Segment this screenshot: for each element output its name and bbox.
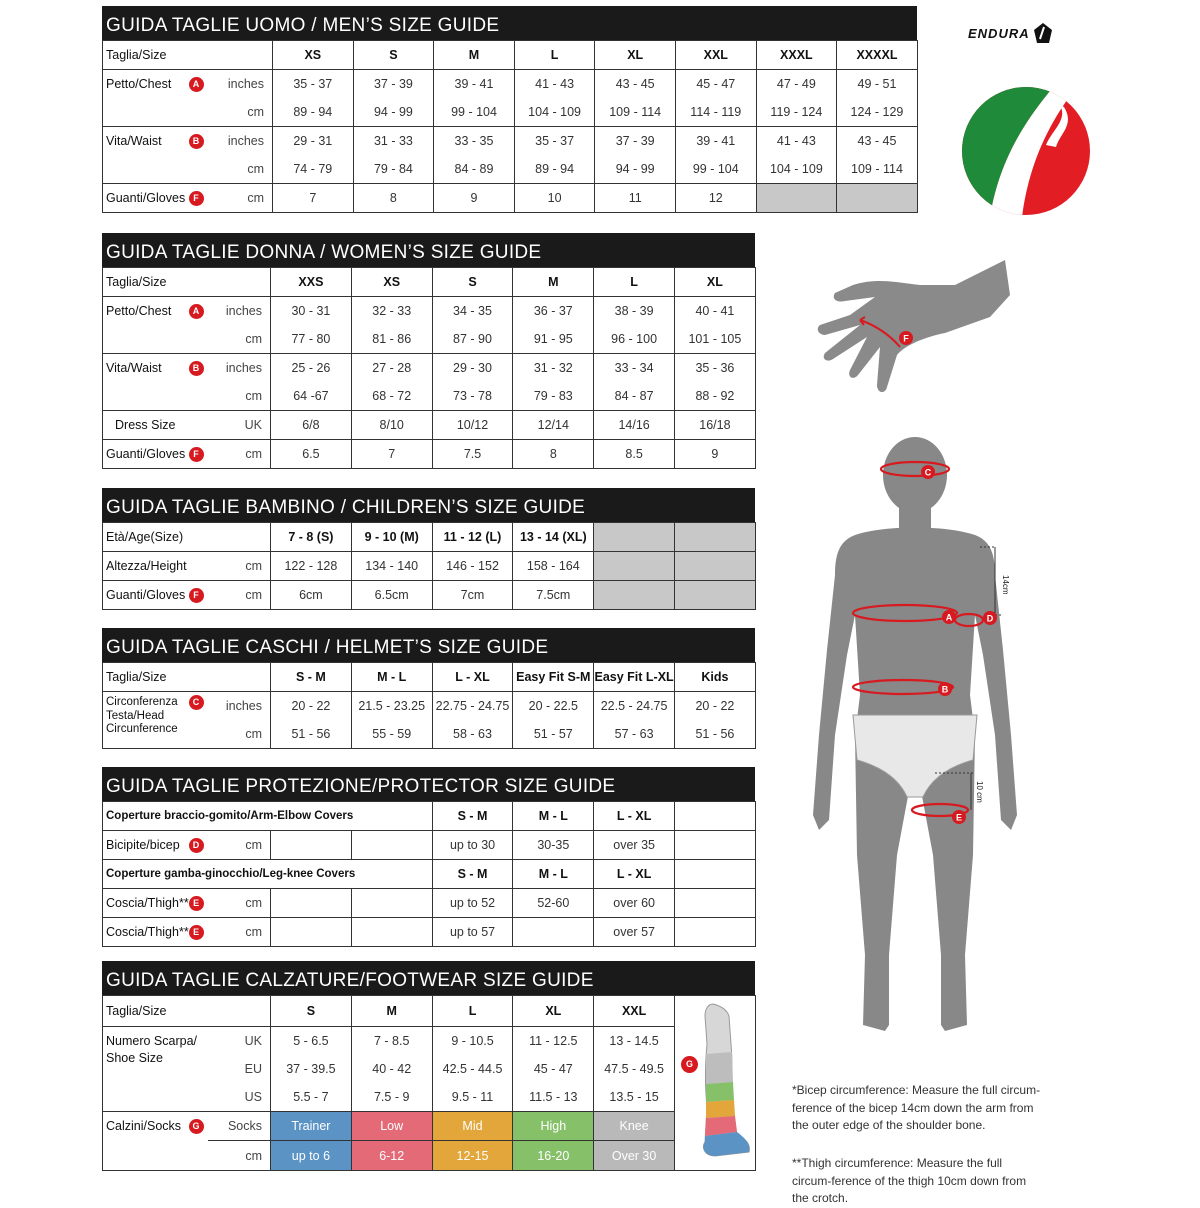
children-size-header: 7 - 8 (S)	[271, 523, 352, 552]
table-cell: 6/8	[271, 411, 352, 440]
unit-label: cm	[208, 831, 271, 860]
table-cell: 36 - 37	[513, 297, 594, 326]
women-chest-label: Petto/Chest A	[103, 297, 208, 326]
bicep-measure-label: 14cm	[1001, 575, 1010, 595]
men-size-label: Taglia/Size	[103, 41, 273, 70]
italy-flag-icon	[960, 85, 1092, 217]
footwear-size-guide	[102, 961, 756, 1171]
empty-cell	[675, 889, 756, 918]
table-cell: up to 52	[432, 889, 513, 918]
badge-a-icon: A	[189, 77, 204, 92]
table-cell: 7	[273, 184, 354, 213]
table-cell: 12	[675, 184, 756, 213]
empty-cell	[351, 831, 432, 860]
unit-label: cm	[208, 440, 271, 469]
unit-label: inches	[208, 70, 273, 99]
footwear-size-header: XXL	[594, 996, 675, 1027]
table-cell: 84 - 87	[594, 382, 675, 411]
table-cell: over 60	[594, 889, 675, 918]
table-cell: 7.5 - 9	[351, 1083, 432, 1112]
table-cell: 42.5 - 44.5	[432, 1055, 513, 1083]
unit-label: cm	[208, 581, 271, 610]
table-cell: 146 - 152	[432, 552, 513, 581]
table-cell: 101 - 105	[675, 325, 756, 354]
children-size-header: 11 - 12 (L)	[432, 523, 513, 552]
women-waist-label: Vita/Waist B	[103, 354, 208, 383]
table-cell: up to 30	[432, 831, 513, 860]
children-age-label: Età/Age(Size)	[103, 523, 271, 552]
protector-size-header: L - XL	[594, 802, 675, 831]
footwear-table	[102, 995, 756, 1171]
men-size-l: L	[514, 41, 595, 70]
empty-cell	[674, 552, 755, 581]
table-cell: 9	[434, 184, 515, 213]
footwear-title: GUIDA TAGLIE CALZATURE/FOOTWEAR SIZE GUIDE	[102, 961, 755, 995]
empty-cell	[756, 184, 837, 213]
table-cell: 20 - 22	[675, 692, 756, 721]
table-cell: 12/14	[513, 411, 594, 440]
badge-f-icon: F	[189, 588, 204, 603]
table-cell: 124 - 129	[837, 98, 918, 127]
empty-cell	[837, 184, 918, 213]
table-cell: 39 - 41	[434, 70, 515, 99]
table-cell: 7.5	[432, 440, 513, 469]
women-table	[102, 267, 756, 469]
table-cell: 13.5 - 15	[594, 1083, 675, 1112]
badge-d-label: D	[986, 613, 994, 624]
table-cell: 47.5 - 49.5	[594, 1055, 675, 1083]
unit-label: cm	[208, 889, 271, 918]
table-cell	[513, 918, 594, 947]
sock-height-cell: Over 30	[594, 1141, 675, 1171]
protector-size-header: M - L	[513, 860, 594, 889]
sock-type-cell: High	[513, 1112, 594, 1141]
table-cell: 37 - 39	[353, 70, 434, 99]
table-cell: 7	[351, 440, 432, 469]
table-cell: 7cm	[432, 581, 513, 610]
table-cell: 29 - 31	[273, 127, 354, 156]
table-cell: 37 - 39	[595, 127, 676, 156]
table-cell: 77 - 80	[271, 325, 352, 354]
helmet-size-guide	[102, 628, 756, 749]
protector-size-header: S - M	[432, 802, 513, 831]
footwear-size-header: XL	[513, 996, 594, 1027]
brand-mark-icon	[1033, 22, 1053, 44]
sock-height-cell: 12-15	[432, 1141, 513, 1171]
table-cell: 96 - 100	[594, 325, 675, 354]
table-cell: 7.5cm	[513, 581, 594, 610]
table-cell: 88 - 92	[675, 382, 756, 411]
table-cell: 22.75 - 24.75	[432, 692, 513, 721]
table-cell: 74 - 79	[273, 155, 354, 184]
badge-e-label: E	[955, 812, 963, 823]
table-cell: 9.5 - 11	[432, 1083, 513, 1112]
sock-height-cell: 16-20	[513, 1141, 594, 1171]
protector-size-header: L - XL	[594, 860, 675, 889]
children-size-header: 9 - 10 (M)	[351, 523, 432, 552]
table-cell: 6cm	[271, 581, 352, 610]
footwear-size-header: L	[432, 996, 513, 1027]
table-cell: 104 - 109	[514, 98, 595, 127]
table-cell: 109 - 114	[595, 98, 676, 127]
protector-title: GUIDA TAGLIE PROTEZIONE/PROTECTOR SIZE GUIDE	[102, 767, 755, 801]
table-cell: 30-35	[513, 831, 594, 860]
table-cell: 34 - 35	[432, 297, 513, 326]
table-cell: 13 - 14.5	[594, 1027, 675, 1056]
women-size-header: L	[594, 268, 675, 297]
protector-table	[102, 801, 756, 947]
children-table	[102, 522, 756, 610]
table-cell: 84 - 89	[434, 155, 515, 184]
women-size-label: Taglia/Size	[103, 268, 271, 297]
sock-illustration	[675, 996, 756, 1171]
table-cell: 32 - 33	[351, 297, 432, 326]
table-cell: 81 - 86	[351, 325, 432, 354]
men-size-guide	[102, 6, 918, 213]
men-chest-label: Petto/Chest A	[103, 70, 208, 99]
footwear-size-label: Taglia/Size	[103, 996, 271, 1027]
table-cell: 21.5 - 23.25	[351, 692, 432, 721]
table-cell: 158 - 164	[513, 552, 594, 581]
unit-label: UK	[208, 1027, 271, 1056]
unit-label: inches	[208, 127, 273, 156]
empty-cell	[351, 918, 432, 947]
sock-type-cell: Knee	[594, 1112, 675, 1141]
unit-label: cm	[208, 382, 271, 411]
men-title: GUIDA TAGLIE UOMO / MEN’S SIZE GUIDE	[102, 6, 917, 40]
table-cell: 35 - 37	[273, 70, 354, 99]
helmet-size-header: Easy Fit L-XL	[594, 663, 675, 692]
table-cell: 99 - 104	[434, 98, 515, 127]
table-cell: 30 - 31	[271, 297, 352, 326]
sock-height-cell: up to 6	[271, 1141, 352, 1171]
empty-cell	[594, 552, 675, 581]
unit-label: cm	[208, 918, 271, 947]
table-cell: 35 - 36	[675, 354, 756, 383]
men-size-s: S	[353, 41, 434, 70]
empty-cell	[594, 523, 675, 552]
table-cell: 45 - 47	[513, 1055, 594, 1083]
badge-f-label: F	[903, 333, 909, 344]
empty-cell	[351, 889, 432, 918]
table-cell: 73 - 78	[432, 382, 513, 411]
brand-name: ENDURA	[968, 25, 1030, 41]
empty-cell	[271, 889, 352, 918]
table-cell: 25 - 26	[271, 354, 352, 383]
helmet-title: GUIDA TAGLIE CASCHI / HELMET’S SIZE GUIDE	[102, 628, 755, 662]
thigh-label: Coscia/Thigh** E	[103, 918, 208, 947]
sock-type-cell: Low	[351, 1112, 432, 1141]
footwear-size-header: M	[351, 996, 432, 1027]
unit-label: cm	[208, 720, 271, 749]
children-gloves-label: Guanti/Gloves F	[103, 581, 208, 610]
table-cell: 39 - 41	[675, 127, 756, 156]
table-cell: 119 - 124	[756, 98, 837, 127]
badge-c-label: C	[924, 467, 932, 478]
helmet-size-label: Taglia/Size	[103, 663, 271, 692]
unit-label: US	[208, 1083, 271, 1112]
table-cell: 104 - 109	[756, 155, 837, 184]
men-size-m: M	[434, 41, 515, 70]
badge-b-label: B	[941, 684, 949, 695]
unit-label: cm	[208, 98, 273, 127]
children-size-header: 13 - 14 (XL)	[513, 523, 594, 552]
empty-cell	[675, 802, 756, 831]
table-cell: 79 - 83	[513, 382, 594, 411]
table-cell: 114 - 119	[675, 98, 756, 127]
unit-label: cm	[208, 184, 273, 213]
table-cell: 57 - 63	[594, 720, 675, 749]
brand-logo	[968, 22, 1053, 44]
table-cell: 40 - 42	[351, 1055, 432, 1083]
table-cell: 55 - 59	[351, 720, 432, 749]
table-cell: 20 - 22.5	[513, 692, 594, 721]
table-cell: 31 - 33	[353, 127, 434, 156]
table-cell: 8/10	[351, 411, 432, 440]
table-cell: 51 - 56	[271, 720, 352, 749]
bicep-note: *Bicep circumference: Measure the full circum-ference of the bicep 14cm down the arm from the outer edge of the shoulder bone.	[792, 1083, 1041, 1132]
table-cell: 134 - 140	[351, 552, 432, 581]
women-size-header: M	[513, 268, 594, 297]
helmet-size-header: Kids	[675, 663, 756, 692]
protector-size-guide	[102, 767, 756, 947]
shoe-size-label: Numero Scarpa/ Shoe Size	[103, 1027, 208, 1112]
footwear-size-header: S	[271, 996, 352, 1027]
table-cell: 22.5 - 24.75	[594, 692, 675, 721]
sock-height-cell: 6-12	[351, 1141, 432, 1171]
table-cell: 8.5	[594, 440, 675, 469]
table-cell: 11	[595, 184, 676, 213]
unit-label: cm	[208, 552, 271, 581]
table-cell: up to 57	[432, 918, 513, 947]
table-cell: 122 - 128	[271, 552, 352, 581]
table-cell: 20 - 22	[271, 692, 352, 721]
table-cell: 37 - 39.5	[271, 1055, 352, 1083]
badge-g-icon: G	[189, 1119, 204, 1134]
table-cell: 40 - 41	[675, 297, 756, 326]
table-cell: 43 - 45	[837, 127, 918, 156]
badge-a-icon: A	[189, 304, 204, 319]
table-cell: 41 - 43	[514, 70, 595, 99]
badge-c-icon: C	[189, 695, 204, 710]
table-cell: 58 - 63	[432, 720, 513, 749]
leg-covers-label: Coperture gamba-ginocchio/Leg-knee Covers	[103, 860, 433, 889]
spacer-cell	[103, 382, 208, 411]
sock-type-cell: Trainer	[271, 1112, 352, 1141]
men-table	[102, 40, 918, 213]
table-cell: 51 - 56	[675, 720, 756, 749]
helmet-circ-label: Circonferenza C Testa/Head Circunference	[103, 692, 208, 749]
helmet-size-header: L - XL	[432, 663, 513, 692]
women-size-header: XL	[675, 268, 756, 297]
table-cell: 87 - 90	[432, 325, 513, 354]
table-cell: 52-60	[513, 889, 594, 918]
helmet-size-header: Easy Fit S-M	[513, 663, 594, 692]
empty-cell	[675, 831, 756, 860]
table-cell: 7 - 8.5	[351, 1027, 432, 1056]
women-title: GUIDA TAGLIE DONNA / WOMEN’S SIZE GUIDE	[102, 233, 755, 267]
table-cell: 45 - 47	[675, 70, 756, 99]
table-cell: 27 - 28	[351, 354, 432, 383]
men-size-xs: XS	[273, 41, 354, 70]
thigh-label: Coscia/Thigh** E	[103, 889, 208, 918]
table-cell: 29 - 30	[432, 354, 513, 383]
empty-cell	[271, 831, 352, 860]
table-cell: 89 - 94	[514, 155, 595, 184]
thigh-measure-label: 10 cm	[975, 781, 984, 803]
hand-illustration	[805, 255, 1015, 405]
badge-b-icon: B	[189, 361, 204, 376]
table-cell: 6.5cm	[351, 581, 432, 610]
sock-leg-icon	[675, 996, 755, 1166]
table-cell: 89 - 94	[273, 98, 354, 127]
table-cell: 94 - 99	[353, 98, 434, 127]
table-cell: 33 - 35	[434, 127, 515, 156]
thigh-note: **Thigh circumference: Measure the full circum-ference of the thigh 10cm down from the crotch.	[792, 1156, 1027, 1205]
men-size-xxl: XXL	[675, 41, 756, 70]
women-dress-label: Dress Size	[103, 411, 208, 440]
unit-label: inches	[208, 297, 271, 326]
table-cell: 8	[353, 184, 434, 213]
table-cell: 5.5 - 7	[271, 1083, 352, 1112]
spacer-cell	[103, 155, 208, 184]
women-size-header: XXS	[271, 268, 352, 297]
sock-type-cell: Mid	[432, 1112, 513, 1141]
badge-e-icon: E	[189, 925, 204, 940]
badge-d-icon: D	[189, 838, 204, 853]
table-cell: 47 - 49	[756, 70, 837, 99]
table-cell: 14/16	[594, 411, 675, 440]
table-cell: 6.5	[271, 440, 352, 469]
table-cell: 8	[513, 440, 594, 469]
men-size-xxxl: XXXL	[756, 41, 837, 70]
children-height-label: Altezza/Height	[103, 552, 208, 581]
socks-label: Calzini/Socks G	[103, 1112, 208, 1141]
empty-cell	[674, 581, 755, 610]
table-cell: 41 - 43	[756, 127, 837, 156]
table-cell: 49 - 51	[837, 70, 918, 99]
table-cell: 33 - 34	[594, 354, 675, 383]
bicep-label: Bicipite/bicep D	[103, 831, 208, 860]
badge-b-icon: B	[189, 134, 204, 149]
empty-cell	[271, 918, 352, 947]
table-cell: 9 - 10.5	[432, 1027, 513, 1056]
table-cell: 16/18	[675, 411, 756, 440]
table-cell: 10/12	[432, 411, 513, 440]
empty-cell	[675, 918, 756, 947]
table-cell: 38 - 39	[594, 297, 675, 326]
spacer-cell	[103, 98, 208, 127]
protector-size-header: M - L	[513, 802, 594, 831]
men-waist-label: Vita/Waist B	[103, 127, 208, 156]
unit-label: EU	[208, 1055, 271, 1083]
table-cell: over 35	[594, 831, 675, 860]
women-size-header: S	[432, 268, 513, 297]
badge-f-icon: F	[189, 447, 204, 462]
body-illustration	[795, 435, 1035, 1045]
badge-g-icon: G	[681, 1056, 698, 1073]
helmet-size-header: M - L	[351, 663, 432, 692]
table-cell: 10	[514, 184, 595, 213]
children-title: GUIDA TAGLIE BAMBINO / CHILDREN’S SIZE GUIDE	[102, 488, 755, 522]
empty-cell	[674, 523, 755, 552]
helmet-size-header: S - M	[271, 663, 352, 692]
table-cell: 91 - 95	[513, 325, 594, 354]
unit-label: inches	[208, 692, 271, 721]
men-size-xl: XL	[595, 41, 676, 70]
table-cell: 68 - 72	[351, 382, 432, 411]
unit-label: cm	[208, 325, 271, 354]
table-cell: 99 - 104	[675, 155, 756, 184]
table-cell: 94 - 99	[595, 155, 676, 184]
table-cell: 5 - 6.5	[271, 1027, 352, 1056]
unit-label: inches	[208, 354, 271, 383]
table-cell: 31 - 32	[513, 354, 594, 383]
protector-size-header: S - M	[432, 860, 513, 889]
badge-f-icon: F	[189, 191, 204, 206]
women-gloves-label: Guanti/Gloves F	[103, 440, 208, 469]
table-cell: over 57	[594, 918, 675, 947]
table-cell: 64 -67	[271, 382, 352, 411]
helmet-table	[102, 662, 756, 749]
spacer-cell	[103, 325, 208, 354]
empty-cell	[594, 581, 675, 610]
table-cell: 11 - 12.5	[513, 1027, 594, 1056]
unit-label: cm	[208, 155, 273, 184]
children-size-guide	[102, 488, 756, 610]
arm-covers-label: Coperture braccio-gomito/Arm-Elbow Covers	[103, 802, 433, 831]
table-cell: 9	[675, 440, 756, 469]
unit-label: UK	[208, 411, 271, 440]
unit-label: Socks	[208, 1112, 271, 1141]
badge-a-label: A	[945, 612, 953, 623]
table-cell: 51 - 57	[513, 720, 594, 749]
empty-cell	[675, 860, 756, 889]
table-cell: 79 - 84	[353, 155, 434, 184]
men-size-xxxxl: XXXXL	[837, 41, 918, 70]
women-size-guide	[102, 233, 756, 469]
women-size-header: XS	[351, 268, 432, 297]
table-cell: 43 - 45	[595, 70, 676, 99]
spacer-cell	[103, 1141, 208, 1171]
unit-label: cm	[208, 1141, 271, 1171]
badge-e-icon: E	[189, 896, 204, 911]
men-gloves-label: Guanti/Gloves F	[103, 184, 208, 213]
table-cell: 109 - 114	[837, 155, 918, 184]
table-cell: 11.5 - 13	[513, 1083, 594, 1112]
table-cell: 35 - 37	[514, 127, 595, 156]
